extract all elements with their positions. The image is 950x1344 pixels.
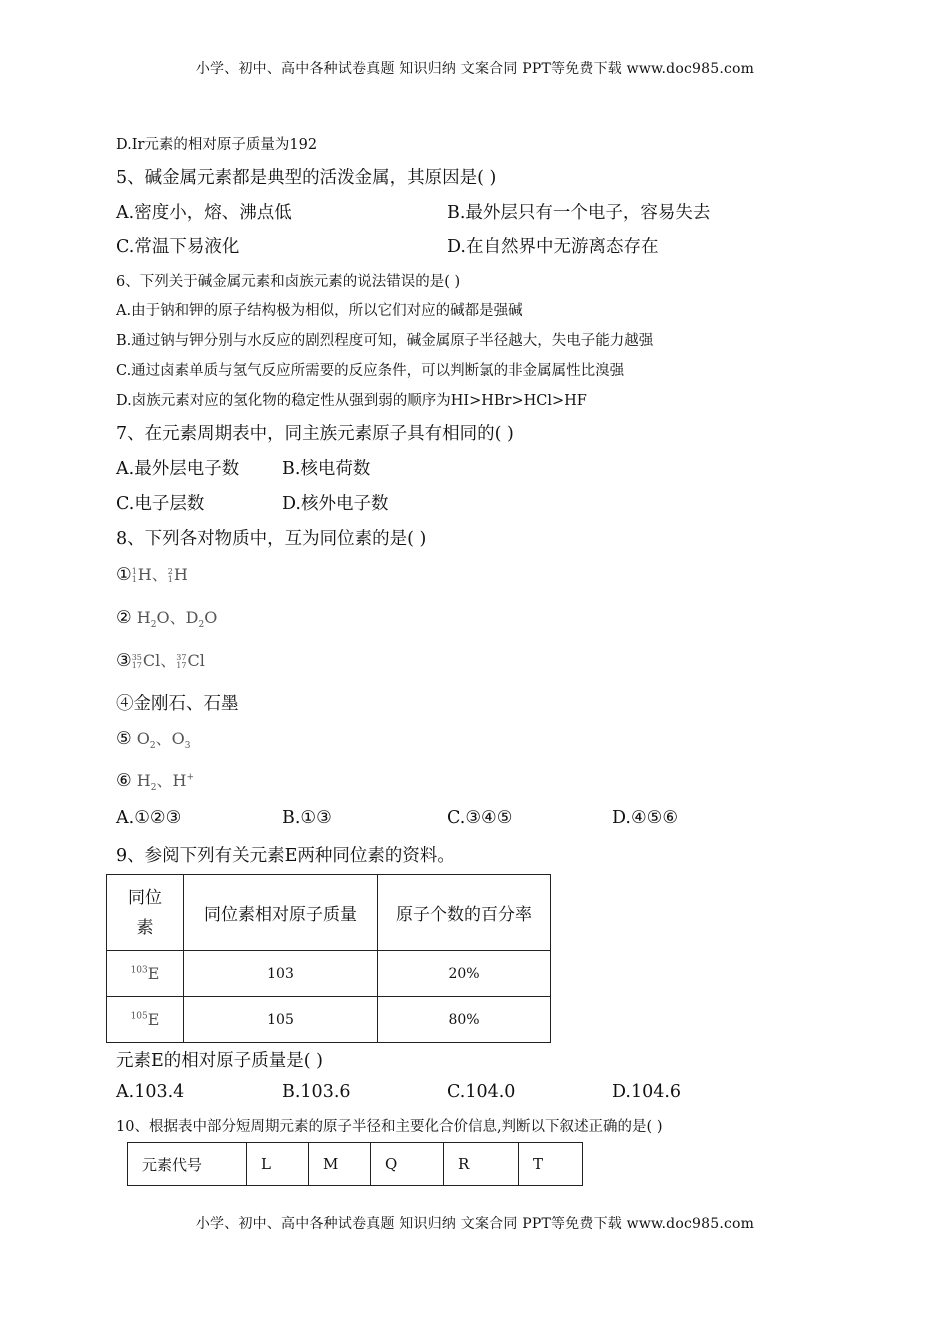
- q5-option-a: A.密度小，熔、沸点低: [116, 203, 292, 223]
- cell-l: L: [247, 1143, 309, 1186]
- element-table: [127, 1142, 583, 1186]
- q5-option-d: D.在自然界中无游离态存在: [447, 237, 659, 257]
- q9-option-d: D.104.6: [612, 1082, 682, 1102]
- q9-stem: 9、参阅下列有关元素E两种同位素的资料。: [116, 846, 455, 866]
- cell-m: M: [309, 1143, 371, 1186]
- isotope-symbol: $^{103}$E: [107, 951, 184, 997]
- q10-stem: 10、根据表中部分短周期元素的原子半径和主要化合价信息,判断以下叙述正确的是( ): [116, 1119, 663, 1135]
- q8-item-6: ⑥ $H_2$、H+: [116, 771, 194, 794]
- item-number: ④: [116, 694, 134, 714]
- q9-option-c: C.104.0: [447, 1082, 516, 1102]
- q6-option-b: B.通过钠与钾分别与水反应的剧烈程度可知，碱金属原子半径越大，失电子能力越强: [116, 333, 654, 349]
- q5-option-b: B.最外层只有一个电子，容易失去: [447, 203, 711, 223]
- q8-item-3: ③ 35 17 Cl、 37 17 Cl: [116, 651, 205, 671]
- q9-option-a: A.103.4: [116, 1082, 185, 1102]
- cell-element-code: 元素代号: [128, 1143, 247, 1186]
- q5-stem: 5、碱金属元素都是典型的活泼金属，其原因是( ): [116, 168, 497, 188]
- q4-option-d: D.Ir元素的相对原子质量为192: [116, 137, 318, 153]
- isotope-mass: 105: [184, 997, 378, 1043]
- isotope-percent: 80%: [378, 997, 551, 1043]
- q7-option-a: A.最外层电子数: [116, 459, 240, 479]
- q9-ask: 元素E的相对原子质量是( ): [116, 1051, 323, 1071]
- q6-option-a: A.由于钠和钾的原子结构极为相似，所以它们对应的碱都是强碱: [116, 303, 523, 319]
- q5-option-c: C.常温下易液化: [116, 237, 240, 257]
- cell-t: T: [519, 1143, 583, 1186]
- q8-item-4: ④金刚石、石墨: [116, 694, 239, 714]
- q8-stem: 8、下列各对物质中，互为同位素的是( ): [116, 529, 427, 549]
- isotope-table: [106, 874, 551, 1043]
- col-header-percent: 原子个数的百分率: [378, 875, 551, 951]
- table-row: [107, 997, 551, 1043]
- isotope-symbol: $^{105}$E: [107, 997, 184, 1043]
- cell-r: R: [444, 1143, 519, 1186]
- q8-option-c: C.③④⑤: [447, 808, 513, 828]
- table-row: [107, 951, 551, 997]
- q6-stem: 6、下列关于碱金属元素和卤族元素的说法错误的是( ): [116, 274, 461, 290]
- q8-item-1: ① 1 1 H、 2 1 H: [116, 565, 188, 585]
- q8-option-d: D.④⑤⑥: [612, 808, 679, 828]
- q7-option-c: C.电子层数: [116, 494, 205, 514]
- q7-option-d: D.核外电子数: [282, 494, 389, 514]
- q6-option-d: D.卤族元素对应的氢化物的稳定性从强到弱的顺序为HI>HBr>HCl>HF: [116, 393, 587, 409]
- q9-option-b: B.103.6: [282, 1082, 351, 1102]
- q8-option-b: B.①③: [282, 808, 332, 828]
- item-number: ②: [116, 608, 132, 628]
- q8-item-2: ② $H_2O$、$D_2O$: [116, 608, 218, 631]
- item-number: ⑤: [116, 729, 132, 749]
- q7-stem: 7、在元素周期表中，同主族元素原子具有相同的( ): [116, 424, 514, 444]
- q7-option-b: B.核电荷数: [282, 459, 371, 479]
- page-footer: 小学、初中、高中各种试卷真题 知识归纳 文案合同 PPT等免费下载 www.doc985.com: [195, 1216, 755, 1232]
- item-number: ①: [116, 565, 132, 585]
- item-number: ③: [116, 651, 132, 671]
- page-header: 小学、初中、高中各种试卷真题 知识归纳 文案合同 PPT等免费下载 www.doc985.com: [195, 61, 755, 77]
- q6-option-c: C.通过卤素单质与氢气反应所需要的反应条件，可以判断氯的非金属属性比溴强: [116, 363, 625, 379]
- isotope-mass: 103: [184, 951, 378, 997]
- q8-item-5: ⑤ $O_2$、$O_3$: [116, 729, 191, 752]
- col-header-mass: 同位素相对原子质量: [184, 875, 378, 951]
- q8-option-a: A.①②③: [116, 808, 182, 828]
- col-header-isotope: 同位 素: [107, 875, 184, 951]
- cell-q: Q: [371, 1143, 444, 1186]
- item-number: ⑥: [116, 771, 132, 791]
- isotope-percent: 20%: [378, 951, 551, 997]
